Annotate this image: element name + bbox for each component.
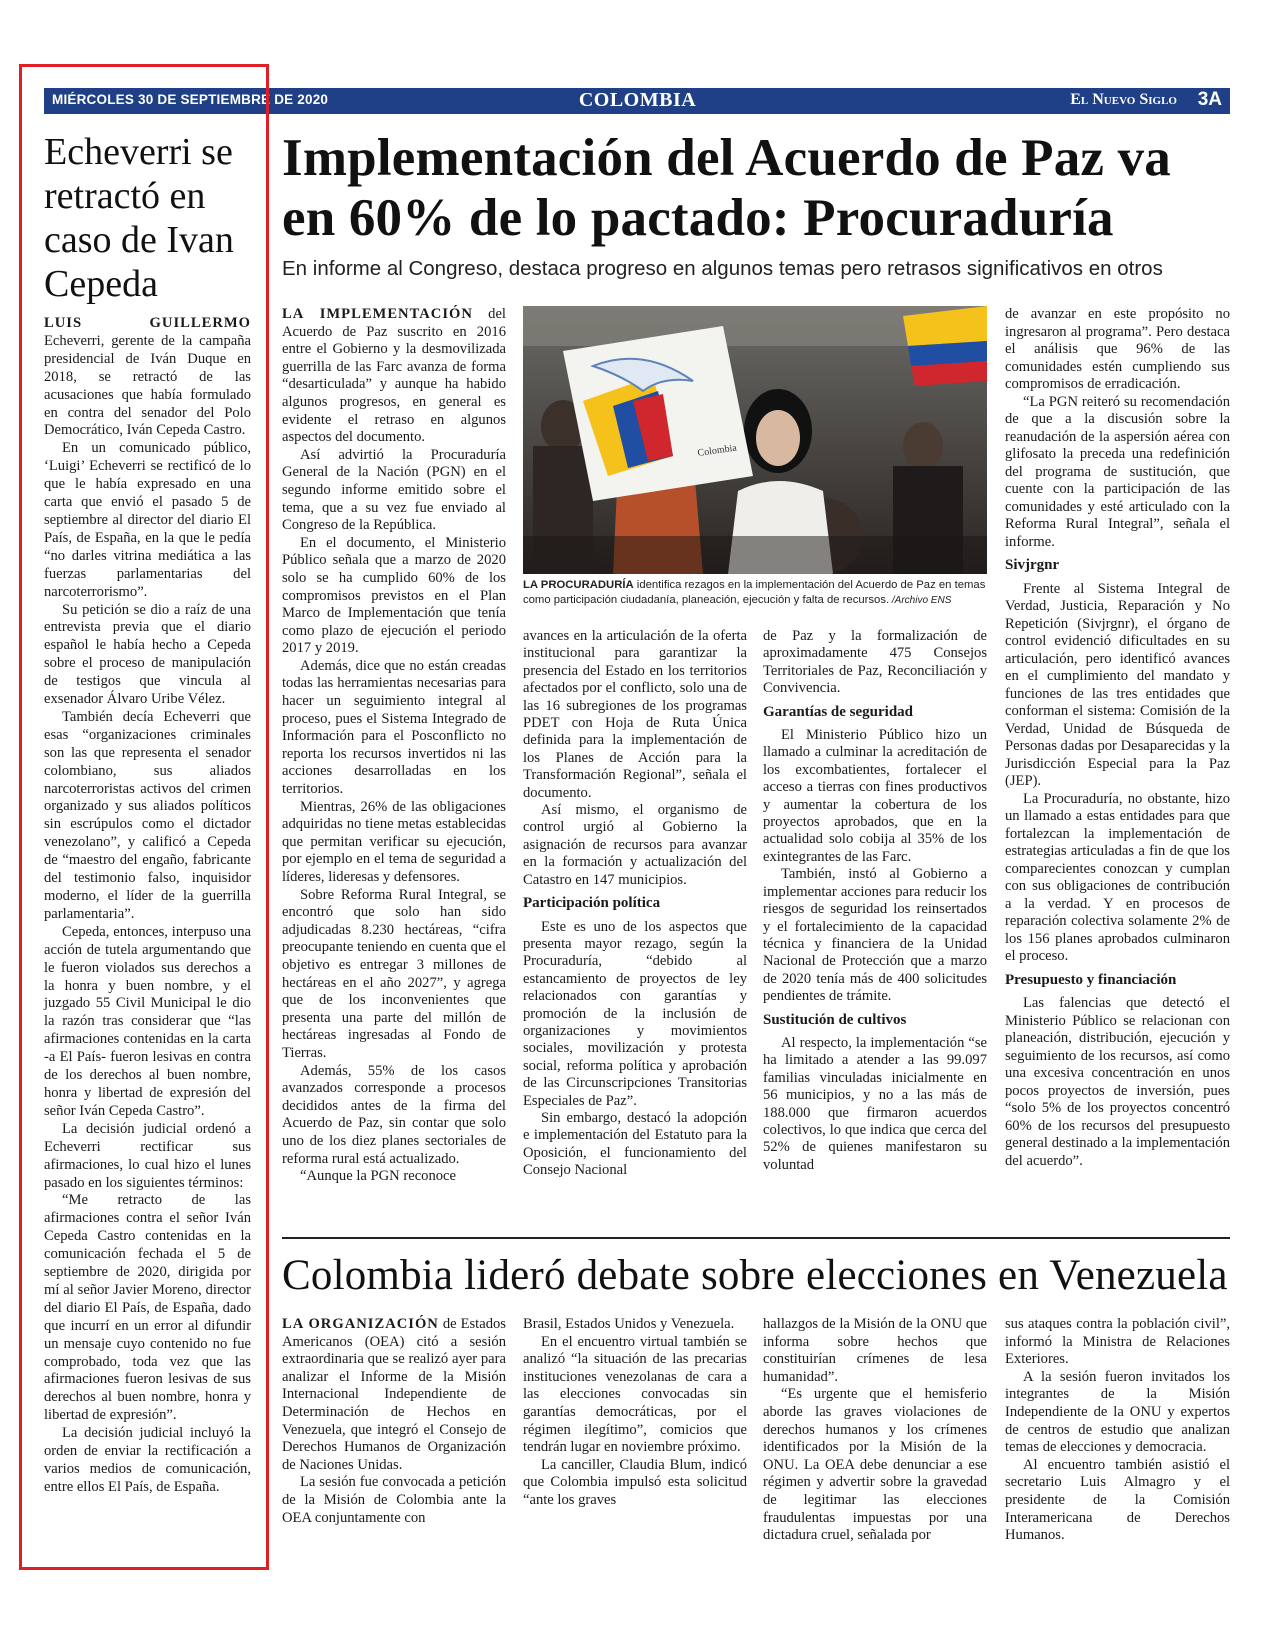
second-paragraph: En el encuentro virtual también se analizó “la situación de las precarias instituciones venezolanas de cara a las elecciones convocadas sin garantías democráticas, por el régimen ilegítimo”, comicios que tendrán lugar en noviembre próximo. bbox=[523, 1333, 747, 1456]
main-column-4 bbox=[1005, 306, 1230, 1170]
main-paragraph: de Paz y la formalización de aproximadamente 475 Consejos Territoriales de Paz, Reconciliación y Convivencia. bbox=[763, 628, 987, 697]
main-paragraph: LA IMPLEMENTACIÓN del Acuerdo de Paz suscrito en 2016 entre el Gobierno y la desmovilizada guerrilla de las Farc avanza de forma “desarticulada” y aunque ha habido algunos progresos, en general es evidente el retraso en algunos aspectos del documento. bbox=[282, 306, 506, 446]
subhead-presupuesto: Presupuesto y financiación bbox=[1005, 971, 1177, 988]
second-paragraph: Al encuentro también asistió el secretario Luis Almagro y el presidente de la Comisión Interamericana de Derechos Humanos. bbox=[1005, 1456, 1230, 1544]
side-story-paragraph: Su petición se dio a raíz de una entrevista previa que el diario español le había hecho a Cepeda sobre el proceso de manipulación de testigos que vincula al exsenador Álvaro Uribe Vélez. bbox=[44, 601, 251, 708]
subhead-sustitucion: Sustitución de cultivos bbox=[763, 1011, 907, 1028]
side-story-paragraph: También decía Echeverri que esas “organizaciones criminales son las que representa el senador colombiano, sus aliados narcoterroristas activos del crimen organizado y sus aliados políticos sin escrúpulos como el dictador venezolano”, y calificó a Cepeda de “maestro del engaño, fabricante del testimonio falso, inquisidor moderno, el líder de la guerrilla parlamentaria”. bbox=[44, 708, 251, 922]
second-lead: LA ORGANIZACIÓN bbox=[282, 1316, 439, 1332]
main-column-1 bbox=[282, 306, 506, 1186]
main-paragraph: En el documento, el Ministerio Público señala que a marzo de 2020 solo se ha cumplido 60% de los compromisos previstos en el Plan Marco de Implementación que tenía como plazo de ejecución el periodo 2017 y 2019. bbox=[282, 534, 506, 657]
main-headline: Implementación del Acuerdo de Paz va en 60% de lo pactado: Procuraduría bbox=[282, 129, 1171, 247]
main-subheadline: En informe al Congreso, destaca progreso en algunos temas pero retrasos significativos en otros bbox=[282, 257, 1163, 280]
caption-lead: LA PROCURADURÍA bbox=[523, 579, 634, 591]
main-column-3 bbox=[763, 628, 987, 1174]
main-paragraph: “Aunque la PGN reconoce bbox=[300, 1168, 457, 1185]
side-story-paragraph: La decisión judicial incluyó la orden de enviar la rectificación a varios medios de comunicación, entre ellos El País, de España. bbox=[44, 1425, 251, 1495]
story-divider bbox=[282, 1237, 1230, 1239]
page-number: 3A bbox=[1197, 89, 1222, 110]
second-paragraph: Brasil, Estados Unidos y Venezuela. bbox=[523, 1316, 735, 1332]
main-paragraph: El Ministerio Público hizo un llamado a culminar la acreditación de los excombatientes, fortalecer el acceso a tierras con fines productivos y aumentar la cobertura de los proyectos aprobados, que en la actualidad solo cobija al 35% de los exintegrantes de las Farc. bbox=[763, 727, 987, 865]
caption-credit: /Archivo ENS bbox=[889, 595, 952, 606]
main-paragraph: Así mismo, el organismo de control urgió al Gobierno la asignación de recursos para avanzar en la formación y actualización del Catastro en 147 municipios. bbox=[523, 802, 747, 888]
second-paragraph: La sesión fue convocada a petición de la Misión de Colombia ante la OEA conjuntamente con bbox=[282, 1474, 506, 1526]
second-column-4 bbox=[1005, 1316, 1230, 1545]
main-paragraph: avances en la articulación de la oferta institucional para garantizar la presencia del Estado en los territorios afectados por el conflicto, solo una de las 16 subregiones de los programas PDET con Hoja de Ruta Única definida para la implementación de los Planes de Acción para la Transformación Regional”, señala el documento. bbox=[523, 628, 747, 801]
side-story-lead: LUIS GUILLERMO bbox=[44, 315, 251, 331]
second-paragraph: hallazgos de la Misión de la ONU que informa sobre hechos que constituirían crímenes de lesa humanidad”. bbox=[763, 1316, 987, 1385]
main-lead: LA IMPLEMENTACIÓN bbox=[282, 306, 473, 322]
subhead-participacion: Participación política bbox=[523, 895, 661, 912]
second-paragraph: La canciller, Claudia Blum, indicó que Colombia impulsó esta solicitud “ante los graves bbox=[523, 1456, 747, 1508]
side-story-paragraph: En un comunicado público, ‘Luigi’ Echeverri se rectificó de lo que le había expresado en una carta que envió el pasado 5 de septiembre al director del diario El País, de España, en la que le pedía “no darles vitrina mediática a las fuerzas parlamentarias del narcoterrorismo”. bbox=[44, 440, 251, 600]
main-paragraph: Sobre Reforma Rural Integral, se encontró que solo han sido adjudicadas 8.230 hectáreas, “cifra preocupante teniendo en cuenta que el objetivo es entregar 3 millones de hectáreas en el año 2027”, y agrega que de los inconvenientes que presenta una parte del millón de hectáreas ingresadas al Fondo de Tierras. bbox=[282, 886, 506, 1061]
main-paragraph: “La PGN reiteró su recomendación de que a la discusión sobre la reanudación de la aspersión aérea con glifosato la preceda una redefinición del programa de sustitución, que cuente con la participación de las comunidades y esté articulado con la Reforma Rural Integral”, señala el informe. bbox=[1005, 393, 1230, 550]
side-story-paragraph: LUIS GUILLERMO Echeverri, gerente de la campaña presidencial de Iván Duque en 2018, se retractó de las acusaciones que había formulado en contra del senador del Polo Democrático, Iván Cepeda Castro. bbox=[44, 315, 251, 439]
main-paragraph: Este es uno de los aspectos que presenta mayor rezago, según la Procuraduría, “debido al estancamiento de proyectos de ley relacionados con garantías y promoción de la inclusión de organizaciones y movimientos sociales, movilización y protesta social, reforma política y aprobación de las Circunscripciones Transitorias Especiales de Paz”. bbox=[523, 918, 747, 1109]
second-column-1 bbox=[282, 1316, 506, 1527]
main-paragraph: También, instó al Gobierno a implementar acciones para reducir los riesgos de seguridad los reinsertados y el fortalecimiento de la capacidad técnica y financiera de la Unidad Nacional de Protección que a marzo de 2020 tenía más de 400 solicitudes pendientes de trámite. bbox=[763, 866, 987, 1005]
main-paragraph: Además, 55% de los casos avanzados corresponde a procesos decididos antes de la firma del Acuerdo de Paz, sin contar que solo uno de los diez planes sectoriales de reforma rural está actualizado. bbox=[282, 1062, 506, 1167]
protest-photo-illustration bbox=[523, 306, 987, 574]
main-paragraph: Sin embargo, destacó la adopción e implementación del Estatuto para la Oposición, el funcionamiento del Consejo Nacional bbox=[523, 1109, 747, 1179]
side-story-paragraph: La decisión judicial ordenó a Echeverri rectificar sus afirmaciones, lo cual hizo el lunes pasado en los siguientes términos: bbox=[44, 1120, 251, 1191]
main-paragraph: Así advirtió la Procuraduría General de la Nación (PGN) en el segundo informe emitido sobre el tema, que a su vez fue enviado al Congreso de la República. bbox=[282, 446, 506, 534]
second-column-2 bbox=[523, 1316, 747, 1510]
photo-caption: LA PROCURADURÍA identifica rezagos en la implementación del Acuerdo de Paz en temas como participación ciudadanía, planeación, ejecución y falta de recursos. /Archivo ENS bbox=[523, 579, 986, 606]
issue-date: MIÉRCOLES 30 DE SEPTIEMBRE DE 2020 bbox=[52, 92, 329, 107]
second-headline: Colombia lideró debate sobre elecciones en Venezuela bbox=[282, 1252, 1228, 1299]
second-paragraph: “Es urgente que el hemisferio aborde las graves violaciones de derechos humanos y los crímenes identificados por la Misión de la ONU. La OEA debe denunciar a ese régimen y advertir sobre la gravedad de legitimar las elecciones fraudulentas impuestas por una dictadura cruel, señalada por bbox=[763, 1386, 987, 1544]
main-paragraph: Mientras, 26% de las obligaciones adquiridas no tiene metas establecidas que permitan verificar su ejecución, por ejemplo en el tema de seguridad a líderes, lideresas y defensores. bbox=[282, 798, 506, 885]
subhead-sivjrgnr: Sivjrgnr bbox=[1005, 557, 1060, 573]
second-paragraph: A la sesión fueron invitados los integrantes de la Misión Independiente de la ONU y expertos de centros de estudio que analizan temas de elecciones y democracia. bbox=[1005, 1368, 1230, 1456]
news-photo bbox=[523, 306, 987, 574]
sign-text: Colombia bbox=[696, 442, 738, 459]
main-paragraph: La Procuraduría, no obstante, hizo un llamado a estas entidades para que fortalezcan la implementación de estrategias articuladas a fin de que los comparecientes conozcan y cumplan con sus obligaciones de contribución a la verdad. Y en procesos de reparación colectiva solamente 2% de los 156 planes aprobados culminaron el proceso. bbox=[1005, 790, 1230, 964]
second-paragraph: sus ataques contra la población civil”, informó la Ministra de Relaciones Exteriores. bbox=[1005, 1316, 1230, 1368]
side-story-title: Echeverri se retractó en caso de Ivan Cepeda bbox=[44, 131, 234, 305]
main-paragraph: Las falencias que detectó el Ministerio Público se relacionan con planeación, distribución, ejecución y seguimiento de los recursos, así como una excesiva concentración en unos pocos proyectos de inversión, pues “solo 5% de los proyectos concentró 60% de los recursos del presupuesto general destinado a la implementación del acuerdo”. bbox=[1005, 995, 1230, 1169]
main-paragraph: Frente al Sistema Integral de Verdad, Justicia, Reparación y No Repetición (Sivjrgnr), el órgano de control evidenció dificultades en su articulación, pero identificó avances en el cumplimiento del mandato y funciones de las tres entidades que conforman el sistema: Comisión de la Verdad, Unidad de Búsqueda de Personas dadas por Desaparecidas y la Jurisdicción Especial para la Paz (JEP). bbox=[1005, 580, 1230, 789]
side-story-paragraph: Cepeda, entonces, interpuso una acción de tutela argumentando que le fueron violados sus derechos a la honra y buen nombre, y el juzgado 55 Civil Municipal le dio la razón tras considerar que “las afirmaciones contenidas en la carta -a El País- fueron lesivas en contra de los derechos al buen nombre, honra y libertad de expresión del señor Iván Cepeda Castro”. bbox=[44, 923, 251, 1119]
main-paragraph: Al respecto, la implementación “se ha limitado a atender a las 99.097 familias vinculadas inicialmente en 56 municipios, y no a las más de 188.000 que firmaron acuerdos colectivos, lo que indica que cerca del 52% de quienes manifestaron su voluntad bbox=[763, 1034, 987, 1173]
main-paragraph: de avanzar en este propósito no ingresaron al programa”. Pero destaca el análisis que 96% de las comunidades estén cumpliendo sus compromisos de erradicación. bbox=[1005, 306, 1230, 392]
second-paragraph: LA ORGANIZACIÓN de Estados Americanos (OEA) citó a sesión extraordinaria que se realizó ayer para analizar el Informe de la Misión Internacional Independiente de Determinación de Hechos en Venezuela, que integró el Consejo de Derechos Humanos de Organización de Naciones Unidas. bbox=[282, 1316, 506, 1473]
section-name: COLOMBIA bbox=[578, 89, 697, 111]
side-story-paragraph: “Me retracto de las afirmaciones contra el señor Iván Cepeda Castro contenidas en la comunicación fechada el 5 de septiembre de 2020, dirigida por mí al señor Javier Moreno, director del diario El País, de España, dado que incurrí en un error al difundir un mensaje cuyo contenido no fue comprobado, toda vez que las afirmaciones fueron lesivas de sus derechos al buen nombre, honra y libertad de expresión”. bbox=[44, 1192, 251, 1424]
main-column-2 bbox=[523, 628, 747, 1180]
subhead-garantias: Garantías de seguridad bbox=[763, 703, 914, 720]
highlight-frame bbox=[19, 64, 269, 1570]
main-paragraph: Además, dice que no están creadas todas las herramientas necesarias para hacer un seguimiento integral al proceso, pues el Sistema Integrado de Información para el Posconflicto no reporta los recursos invertidos ni las acciones desarrolladas en los territorios. bbox=[282, 657, 506, 798]
second-column-3 bbox=[763, 1316, 987, 1545]
newspaper-name: El Nuevo Siglo bbox=[1070, 91, 1177, 108]
